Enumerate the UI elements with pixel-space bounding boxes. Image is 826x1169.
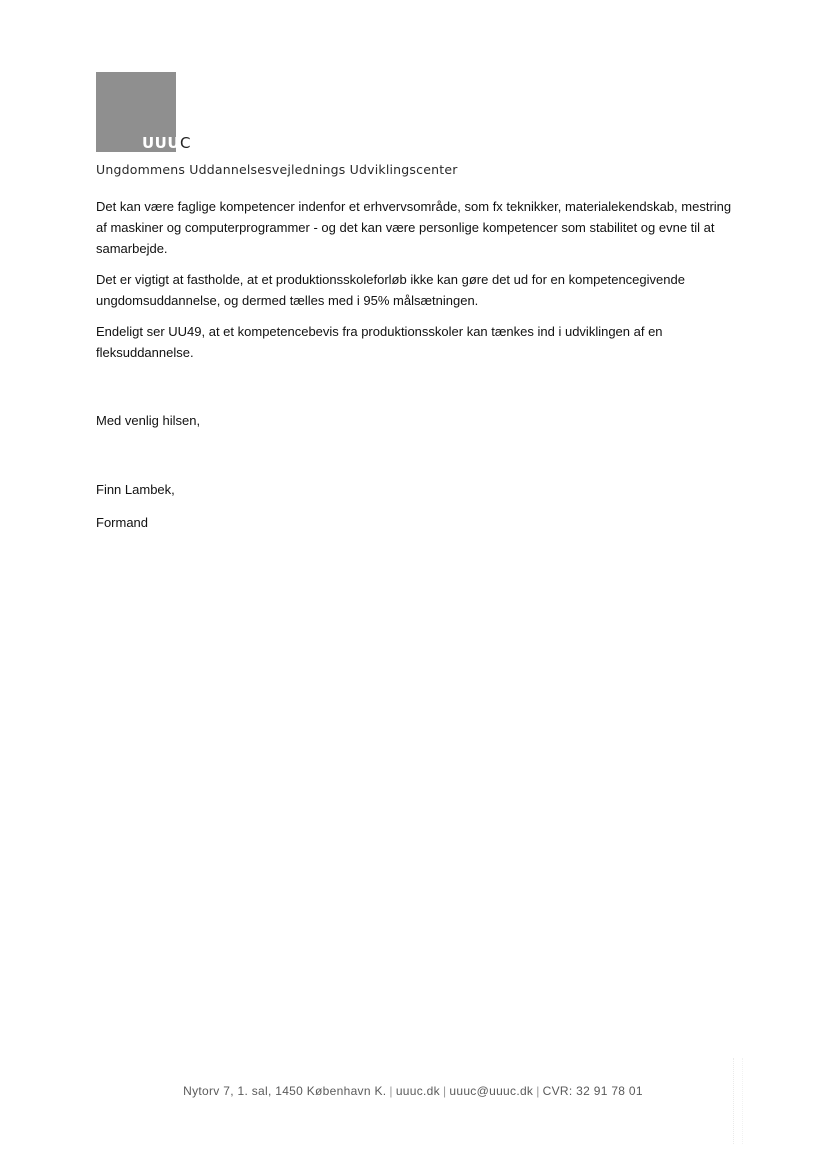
paragraph-1: Det kan være faglige kompetencer indenfor et erhvervsområde, som fx teknikker, materialekendskab, mestring af maskiner og computerprogrammer - og det kan være personlige kompetencer som stabilitet og evne til at samarbejde. — [96, 199, 732, 256]
letter-body — [96, 196, 736, 373]
footer-website: uuuc.dk — [395, 1084, 440, 1098]
paragraph-3: Endeligt ser UU49, at et kompetencebevis fra produktionsskoler kan tænkes ind i udviklingen af en fleksuddannelse. — [96, 324, 663, 360]
signer-title: Formand — [96, 515, 149, 530]
logo-text-white: UUU — [142, 134, 181, 152]
footer-email: uuuc@uuuc.dk — [449, 1084, 534, 1098]
organization-name: Ungdommens Uddannelsesvejlednings Udviklingscenter — [96, 162, 458, 177]
footer-address: Nytorv 7, 1. sal, 1450 København K. — [183, 1084, 387, 1098]
footer: Nytorv 7, 1. sal, 1450 København K. | uuuc.dk | uuuc@uuuc.dk | CVR: 32 91 78 01 — [183, 1084, 643, 1098]
signer-name: Finn Lambek, — [96, 482, 175, 497]
footer-cvr: CVR: 32 91 78 01 — [542, 1084, 643, 1098]
logo — [96, 72, 192, 152]
logo-text-dark: C — [180, 134, 192, 152]
scan-artifact — [733, 1058, 743, 1144]
paragraph-2: Det er vigtigt at fastholde, at et produktionsskoleforløb ikke kan gøre det ud for en kompetencegivende ungdomsuddannelse, og dermed tælles med i 95% målsætningen. — [96, 272, 685, 308]
closing-greeting: Med venlig hilsen, — [96, 413, 201, 428]
logo-text — [142, 135, 191, 152]
